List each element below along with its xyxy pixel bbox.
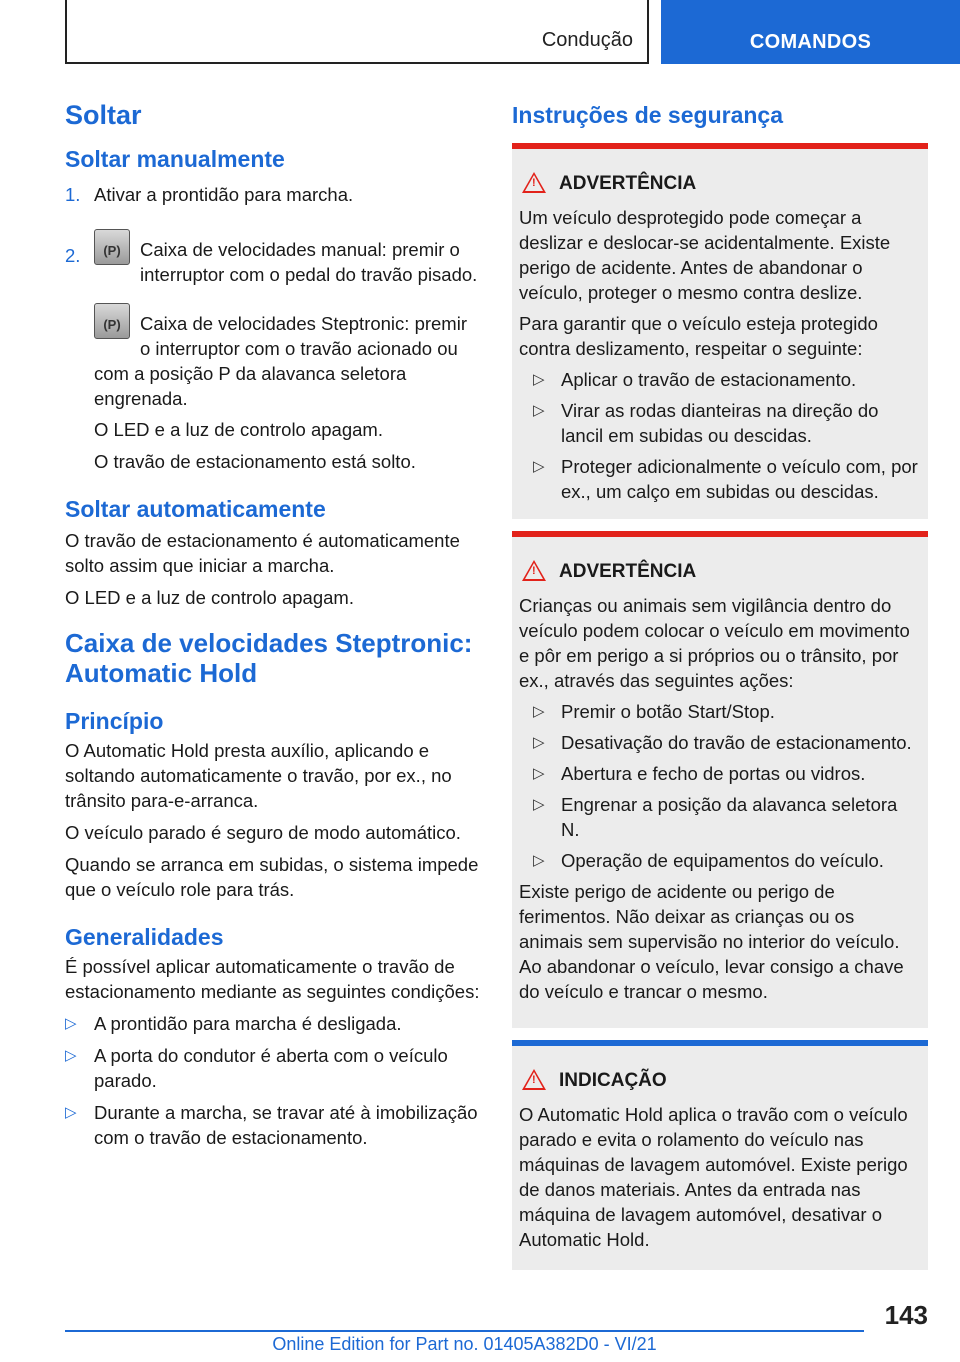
footer-divider	[65, 1330, 864, 1332]
parking-brake-switch-icon	[94, 303, 130, 339]
list-item	[519, 367, 920, 392]
list-item-text: Abertura e fecho de portas ou vidros.	[561, 763, 866, 784]
step-2-number: 2.	[65, 245, 81, 266]
step-2	[65, 227, 482, 474]
heading-generalidades: Generalidades	[65, 924, 224, 950]
parking-brake-switch-icon	[94, 229, 130, 265]
step-2-manual-text: Caixa de velocidades manual: premir o interruptor com o pedal do travão pisado.	[140, 239, 478, 285]
right-column	[512, 98, 928, 130]
principio-paragraph-3: Quando se arranca em subidas, o sistema impede que o veículo role para trás.	[65, 854, 479, 900]
bullet-triangle-icon: ▷	[533, 703, 545, 720]
list-item-text: Proteger adicionalmente o veículo com, por ex., um calço em subidas ou descidas.	[561, 456, 918, 502]
step-2-steptronic-text: Caixa de velocidades Steptronic: premir o interruptor com o travão acionado ou com a posição P da alavanca seletora engrenada.	[94, 313, 467, 409]
header-section-label: Condução	[541, 29, 633, 51]
list-item	[519, 848, 920, 873]
page-number: 143	[884, 1300, 928, 1330]
principio-paragraph-2: O veículo parado é seguro de modo automático.	[65, 822, 461, 843]
principio-paragraph-1: O Automatic Hold presta auxílio, aplicando e soltando automaticamente o travão, por ex., no trânsito para-e-arranca.	[65, 740, 452, 811]
generalidades-paragraph: É possível aplicar automaticamente o travão de estacionamento mediante as seguintes condições:	[65, 956, 480, 1002]
list-item-text: Aplicar o travão de estacionamento.	[561, 369, 857, 390]
list-item-text: Desativação do travão de estacionamento.	[561, 732, 912, 753]
list-item-text: A prontidão para marcha é desligada.	[94, 1013, 402, 1034]
list-item	[519, 730, 920, 755]
bullet-triangle-icon: ▷	[533, 458, 545, 475]
note-box-title: INDICAÇÃO	[559, 1070, 667, 1091]
header-chapter-tab	[661, 0, 960, 64]
list-item	[65, 1011, 482, 1036]
bullet-triangle-icon: ▷	[533, 765, 545, 782]
note-box-paragraph: O Automatic Hold aplica o travão com o veículo parado e evita o rolamento do veículo nas máquinas de lavagem automóvel. Existe perigo de danos materiais. Antes da entrada nas máquina de lavagem automóvel, desativar o Automatic Hold.	[519, 1104, 908, 1250]
list-item	[519, 792, 920, 842]
list-item	[519, 398, 920, 448]
warning-box-1: ! ADVERTÊNCIA Um veículo desprotegido pode começar a deslizar e deslocar-se acidentalmente. Existe perigo de acidente. Antes de abandonar o veículo, proteger o mesmo contra deslize. Para garantir que o veículo esteja protegido contra deslizamento, respeitar o seguinte: ▷ Aplicar o travão de estacionamento. ▷ Virar as rodas dianteiras na direção do lancil em subidas ou descidas. ▷ Proteger adicionalmente o veículo com, por ex., um calço em subidas ou descidas.	[512, 143, 928, 519]
auto-paragraph-2: O LED e a luz de controlo apagam.	[65, 587, 354, 608]
step-1-number: 1.	[65, 184, 81, 205]
heading-steptronic-automatic-hold: Caixa de velocidades Steptronic: Automatic Hold	[65, 628, 473, 688]
header-chapter-label: COMANDOS	[749, 31, 872, 53]
heading-soltar-manualmente: Soltar manualmente	[65, 146, 285, 172]
step-2-released-text: O travão de estacionamento está solto.	[94, 451, 416, 472]
warning-box-2-paragraph-2: Existe perigo de acidente ou perigo de ferimentos. Não deixar as crianças ou os animais sem supervisão no interior do veículo. Ao abandonar o veículo, levar consigo a chave do veículo e trancar o mesmo.	[519, 881, 904, 1002]
step-1	[65, 182, 482, 207]
warning-box-1-title: ADVERTÊNCIA	[559, 173, 697, 194]
list-item	[65, 1043, 482, 1093]
bullet-triangle-icon: ▷	[533, 402, 545, 419]
list-item	[519, 761, 920, 786]
bullet-triangle-icon: ▷	[65, 1047, 77, 1064]
step-2-led-text: O LED e a luz de controlo apagam.	[94, 419, 383, 440]
warning-box-2: ! ADVERTÊNCIA Crianças ou animais sem vigilância dentro do veículo podem colocar o veículo em movimento e pôr em perigo a si próprios ou o trânsito, por ex., através das seguintes ações: ▷ Premir o botão Start/Stop. ▷ Desativação do travão de estacionamento. ▷ Abertura e fecho de portas ou vidros. ▷ Engrenar a posição da alavanca seletora N. ▷ Operação de equipamentos do veículo. Existe perigo de acidente ou perigo de ferimentos. Não deixar as crianças ou os animais sem supervisão no interior do veículo. Ao abandonar o veículo, levar consigo a chave do veículo e trancar o mesmo.	[512, 531, 928, 1028]
heading-soltar-automaticamente: Soltar automaticamente	[65, 496, 326, 522]
auto-paragraph-1: O travão de estacionamento é automaticamente solto assim que iniciar a marcha.	[65, 530, 460, 576]
list-item-text: Engrenar a posição da alavanca seletora N.	[561, 794, 898, 840]
warning-box-1-paragraph-2: Para garantir que o veículo esteja protegido contra deslizamento, respeitar o seguinte:	[519, 313, 878, 359]
list-item-text: Operação de equipamentos do veículo.	[561, 850, 884, 871]
heading-soltar: Soltar	[65, 100, 142, 130]
bullet-triangle-icon: ▷	[65, 1015, 77, 1032]
left-column	[65, 98, 482, 1150]
list-item	[519, 699, 920, 724]
list-item-text: Virar as rodas dianteiras na direção do lancil em subidas ou descidas.	[561, 400, 879, 446]
step-1-text: Ativar a prontidão para marcha.	[94, 184, 354, 205]
bullet-triangle-icon: ▷	[533, 734, 545, 751]
list-item-text: A porta do condutor é aberta com o veículo parado.	[94, 1045, 448, 1091]
heading-instrucoes-seguranca: Instruções de segurança	[512, 102, 783, 128]
list-item	[65, 1100, 482, 1150]
footer-edition: Online Edition for Part no. 01405A382D0 - VI/21	[272, 1334, 657, 1354]
note-box: ! INDICAÇÃO O Automatic Hold aplica o travão com o veículo parado e evita o rolamento do veículo nas máquinas de lavagem automóvel. Existe perigo de danos materiais. Antes da entrada nas máquina de lavagem automóvel, desativar o Automatic Hold.	[512, 1040, 928, 1270]
list-item	[519, 454, 920, 504]
warning-box-1-paragraph-1: Um veículo desprotegido pode começar a deslizar e deslocar-se acidentalmente. Existe perigo de acidente. Antes de abandonar o veículo, proteger o mesmo contra deslize.	[519, 207, 891, 303]
list-item-text: Durante a marcha, se travar até à imobilização com o travão de estacionamento.	[94, 1102, 478, 1148]
list-item-text: Premir o botão Start/Stop.	[561, 701, 775, 722]
header-section-tab	[65, 0, 649, 64]
bullet-triangle-icon: ▷	[65, 1104, 77, 1121]
heading-principio: Princípio	[65, 708, 164, 734]
bullet-triangle-icon: ▷	[533, 371, 545, 388]
bullet-triangle-icon: ▷	[533, 852, 545, 869]
warning-box-2-paragraph-1: Crianças ou animais sem vigilância dentro do veículo podem colocar o veículo em movimento e pôr em perigo a si próprios ou o trânsito, por ex., através das seguintes ações:	[519, 595, 910, 691]
warning-box-2-title: ADVERTÊNCIA	[559, 561, 697, 582]
bullet-triangle-icon: ▷	[533, 796, 545, 813]
